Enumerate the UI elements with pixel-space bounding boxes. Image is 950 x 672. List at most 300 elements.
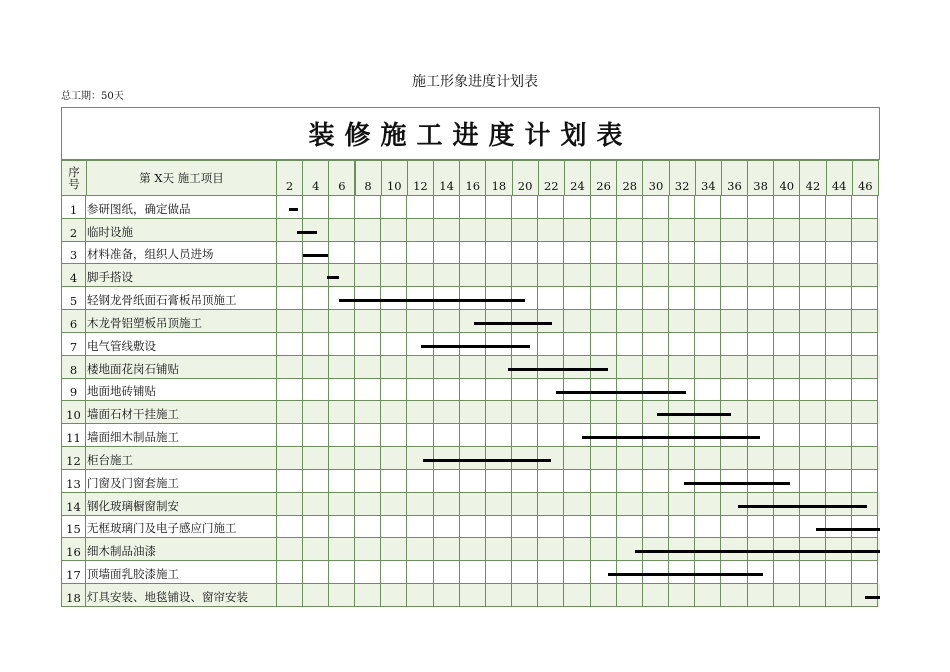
grid-cell: [747, 516, 774, 539]
grid-cell: [721, 584, 748, 607]
grid-cell: [459, 538, 486, 561]
grid-cell: [826, 379, 853, 402]
grid-cell: [695, 219, 722, 242]
row-task-name: 无框玻璃门及电子感应门施工: [86, 516, 277, 539]
grid-cell: [721, 264, 748, 287]
row-seq: 18: [61, 584, 86, 607]
grid-cell: [826, 333, 853, 356]
grid-cell: [433, 470, 460, 493]
grid-cell: [799, 264, 826, 287]
grid-cell: [852, 196, 879, 219]
grid-cell: [328, 470, 355, 493]
grid-cell: [799, 196, 826, 219]
row-seq: 5: [61, 287, 86, 310]
grid-cell: [355, 219, 382, 242]
grid-cell: [799, 287, 826, 310]
grid-cell: [669, 333, 696, 356]
grid-cell: [773, 561, 800, 584]
grid-cell: [485, 584, 512, 607]
grid-cell: [302, 401, 329, 424]
grid-cell: [773, 196, 800, 219]
row-task-name: 细木制品油漆: [86, 538, 277, 561]
table-row: [61, 379, 880, 402]
grid-cell: [459, 242, 486, 265]
grid-cell: [328, 356, 355, 379]
grid-cell: [564, 287, 591, 310]
grid-cell: [433, 516, 460, 539]
grid-cell: [695, 447, 722, 470]
grid-cell: [564, 584, 591, 607]
grid-cell: [407, 401, 434, 424]
grid-cell: [302, 516, 329, 539]
gantt-bar: [635, 550, 880, 553]
grid-cell: [616, 447, 643, 470]
grid-cell: [276, 447, 303, 470]
grid-cell: [276, 401, 303, 424]
grid-cell: [381, 310, 408, 333]
grid-cell: [826, 196, 853, 219]
row-task-name: 墙面细木制品施工: [86, 424, 277, 447]
grid-cell: [381, 219, 408, 242]
grid-cell: [407, 356, 434, 379]
row-seq: 4: [61, 264, 86, 287]
grid-cell: [564, 493, 591, 516]
grid-cell: [381, 538, 408, 561]
grid-cell: [747, 310, 774, 333]
grid-cell: [590, 196, 617, 219]
grid-cell: [485, 242, 512, 265]
grid-cell: [355, 470, 382, 493]
grid-cell: [328, 196, 355, 219]
table-row: [61, 219, 880, 242]
grid-cell: [302, 470, 329, 493]
row-task-name: 木龙骨铝塑板吊顶施工: [86, 310, 277, 333]
grid-cell: [721, 379, 748, 402]
grid-cell: [538, 219, 565, 242]
grid-cell: [616, 470, 643, 493]
grid-cell: [276, 287, 303, 310]
day-header-18: 18: [485, 160, 512, 196]
grid-cell: [695, 333, 722, 356]
day-header-12: 12: [407, 160, 434, 196]
row-seq: 13: [61, 470, 86, 493]
table-banner-title: 装修施工进度计划表: [61, 107, 880, 160]
row-task-name: 材料准备，组织人员进场: [86, 242, 277, 265]
grid-cell: [381, 242, 408, 265]
day-header-20: 20: [512, 160, 539, 196]
table-row: [61, 584, 880, 607]
grid-cell: [485, 219, 512, 242]
row-task-name: 脚手搭设: [86, 264, 277, 287]
grid-cell: [616, 356, 643, 379]
grid-cell: [616, 584, 643, 607]
grid-cell: [852, 379, 879, 402]
grid-cell: [773, 310, 800, 333]
grid-cell: [590, 287, 617, 310]
grid-cell: [381, 424, 408, 447]
grid-cell: [799, 379, 826, 402]
row-seq: 1: [61, 196, 86, 219]
grid-cell: [642, 470, 669, 493]
grid-cell: [433, 584, 460, 607]
grid-cell: [747, 584, 774, 607]
grid-cell: [433, 219, 460, 242]
row-seq: 3: [61, 242, 86, 265]
grid-cell: [485, 516, 512, 539]
grid-cell: [512, 219, 539, 242]
gantt-bar: [582, 436, 760, 439]
grid-cell: [773, 424, 800, 447]
grid-cell: [459, 561, 486, 584]
grid-cell: [799, 242, 826, 265]
grid-cell: [799, 356, 826, 379]
grid-cell: [381, 379, 408, 402]
schedule-table: [61, 107, 880, 607]
gantt-bar: [556, 391, 686, 394]
grid-cell: [826, 310, 853, 333]
grid-cell: [276, 379, 303, 402]
grid-cell: [721, 516, 748, 539]
grid-cell: [407, 493, 434, 516]
grid-cell: [512, 584, 539, 607]
grid-cell: [695, 287, 722, 310]
grid-cell: [590, 264, 617, 287]
grid-cell: [799, 401, 826, 424]
grid-cell: [590, 538, 617, 561]
grid-cell: [721, 196, 748, 219]
grid-cell: [485, 493, 512, 516]
grid-cell: [381, 561, 408, 584]
table-row: [61, 538, 880, 561]
grid-cell: [355, 310, 382, 333]
grid-cell: [564, 242, 591, 265]
grid-cell: [721, 356, 748, 379]
grid-cell: [485, 470, 512, 493]
gantt-bar: [657, 413, 732, 416]
grid-cell: [590, 584, 617, 607]
grid-cell: [695, 264, 722, 287]
day-header-30: 30: [642, 160, 669, 196]
table-row: [61, 470, 880, 493]
day-header-10: 10: [381, 160, 408, 196]
row-task-name: 地面地砖铺贴: [86, 379, 277, 402]
grid-cell: [642, 333, 669, 356]
row-task-name: 临时设施: [86, 219, 277, 242]
grid-cell: [616, 264, 643, 287]
grid-cell: [302, 538, 329, 561]
grid-cell: [407, 196, 434, 219]
grid-cell: [564, 264, 591, 287]
grid-cell: [616, 310, 643, 333]
grid-cell: [826, 264, 853, 287]
total-duration: 总工期：50天: [61, 91, 124, 102]
grid-cell: [773, 584, 800, 607]
document-title: 施工形象进度计划表: [412, 74, 538, 90]
grid-cell: [669, 196, 696, 219]
grid-cell: [852, 287, 879, 310]
grid-cell: [852, 219, 879, 242]
row-seq: 2: [61, 219, 86, 242]
grid-cell: [355, 561, 382, 584]
grid-cell: [695, 584, 722, 607]
header-seq: [61, 160, 87, 196]
grid-cell: [276, 561, 303, 584]
grid-cell: [538, 264, 565, 287]
row-task-name: 电气管线敷设: [86, 333, 277, 356]
grid-cell: [747, 287, 774, 310]
grid-cell: [642, 219, 669, 242]
table-row: [61, 242, 880, 265]
table-row: [61, 447, 880, 470]
grid-cell: [773, 219, 800, 242]
grid-cell: [459, 356, 486, 379]
grid-cell: [485, 424, 512, 447]
grid-cell: [669, 493, 696, 516]
day-header-2: 2: [276, 160, 303, 196]
grid-cell: [433, 264, 460, 287]
row-task-name: 灯具安装、地毯铺设、窗帘安装: [86, 584, 277, 607]
grid-cell: [355, 196, 382, 219]
grid-cell: [355, 333, 382, 356]
grid-cell: [773, 264, 800, 287]
grid-cell: [459, 424, 486, 447]
grid-cell: [433, 424, 460, 447]
grid-cell: [355, 493, 382, 516]
row-seq: 10: [61, 401, 86, 424]
grid-cell: [590, 470, 617, 493]
grid-cell: [642, 287, 669, 310]
grid-cell: [433, 493, 460, 516]
grid-cell: [852, 447, 879, 470]
grid-cell: [721, 242, 748, 265]
grid-cell: [459, 584, 486, 607]
grid-cell: [799, 310, 826, 333]
grid-cell: [302, 356, 329, 379]
grid-cell: [276, 356, 303, 379]
grid-cell: [695, 310, 722, 333]
grid-cell: [616, 219, 643, 242]
day-header-32: 32: [669, 160, 696, 196]
grid-cell: [381, 264, 408, 287]
grid-cell: [459, 264, 486, 287]
header-seq-label: 序号: [68, 165, 80, 191]
grid-cell: [512, 561, 539, 584]
grid-cell: [459, 516, 486, 539]
grid-cell: [616, 196, 643, 219]
gantt-bar: [289, 208, 298, 211]
grid-cell: [590, 219, 617, 242]
row-seq: 16: [61, 538, 86, 561]
table-row: [61, 561, 880, 584]
grid-cell: [302, 310, 329, 333]
grid-cell: [669, 287, 696, 310]
grid-cell: [512, 538, 539, 561]
grid-cell: [538, 493, 565, 516]
grid-cell: [747, 379, 774, 402]
grid-cell: [616, 493, 643, 516]
table-row: [61, 356, 880, 379]
grid-cell: [485, 538, 512, 561]
grid-cell: [302, 196, 329, 219]
grid-cell: [355, 401, 382, 424]
row-seq: 11: [61, 424, 86, 447]
grid-cell: [538, 401, 565, 424]
table-row: [61, 196, 880, 219]
row-task-name: 墙面石材干挂施工: [86, 401, 277, 424]
grid-cell: [695, 379, 722, 402]
grid-cell: [512, 264, 539, 287]
grid-cell: [799, 333, 826, 356]
grid-cell: [459, 493, 486, 516]
grid-cell: [512, 470, 539, 493]
grid-cell: [407, 538, 434, 561]
grid-cell: [669, 584, 696, 607]
grid-cell: [747, 219, 774, 242]
grid-cell: [433, 310, 460, 333]
grid-cell: [355, 379, 382, 402]
grid-cell: [459, 379, 486, 402]
grid-cell: [642, 516, 669, 539]
grid-cell: [302, 333, 329, 356]
grid-cell: [721, 310, 748, 333]
grid-cell: [355, 516, 382, 539]
grid-cell: [669, 356, 696, 379]
grid-cell: [302, 264, 329, 287]
grid-cell: [276, 493, 303, 516]
grid-cell: [328, 401, 355, 424]
grid-cell: [826, 401, 853, 424]
grid-cell: [773, 356, 800, 379]
gantt-bar: [608, 573, 762, 576]
grid-cell: [433, 196, 460, 219]
grid-cell: [773, 242, 800, 265]
table-row: [61, 264, 880, 287]
grid-cell: [564, 470, 591, 493]
grid-cell: [669, 242, 696, 265]
grid-cell: [381, 584, 408, 607]
grid-cell: [773, 379, 800, 402]
day-header-16: 16: [459, 160, 486, 196]
grid-cell: [328, 424, 355, 447]
grid-cell: [799, 584, 826, 607]
grid-cell: [407, 242, 434, 265]
grid-cell: [381, 516, 408, 539]
grid-cell: [381, 401, 408, 424]
grid-cell: [433, 242, 460, 265]
grid-cell: [564, 538, 591, 561]
grid-cell: [642, 196, 669, 219]
row-seq: 15: [61, 516, 86, 539]
header-task: [86, 160, 277, 196]
day-header-14: 14: [433, 160, 460, 196]
row-task-name: 楼地面花岗石铺贴: [86, 356, 277, 379]
grid-cell: [276, 584, 303, 607]
grid-cell: [747, 242, 774, 265]
grid-cell: [642, 584, 669, 607]
day-header-24: 24: [564, 160, 591, 196]
grid-cell: [616, 242, 643, 265]
grid-cell: [564, 561, 591, 584]
table-row: [61, 516, 880, 539]
grid-cell: [747, 333, 774, 356]
grid-cell: [747, 447, 774, 470]
grid-cell: [302, 561, 329, 584]
grid-cell: [642, 310, 669, 333]
grid-cell: [852, 561, 879, 584]
table-row: [61, 401, 880, 424]
row-seq: 12: [61, 447, 86, 470]
row-seq: 14: [61, 493, 86, 516]
grid-cell: [669, 516, 696, 539]
grid-cell: [616, 333, 643, 356]
grid-cell: [852, 470, 879, 493]
grid-cell: [328, 538, 355, 561]
grid-cell: [773, 401, 800, 424]
day-header-34: 34: [695, 160, 722, 196]
grid-cell: [485, 561, 512, 584]
grid-cell: [826, 470, 853, 493]
grid-cell: [826, 219, 853, 242]
grid-cell: [355, 264, 382, 287]
day-header-44: 44: [826, 160, 853, 196]
gantt-bar: [421, 345, 530, 348]
grid-cell: [302, 379, 329, 402]
day-header-46: 46: [852, 160, 879, 196]
grid-cell: [826, 424, 853, 447]
grid-cell: [695, 242, 722, 265]
grid-cell: [433, 538, 460, 561]
grid-cell: [826, 561, 853, 584]
table-row: [61, 424, 880, 447]
grid-cell: [695, 493, 722, 516]
day-header-36: 36: [721, 160, 748, 196]
grid-cell: [721, 219, 748, 242]
grid-cell: [355, 356, 382, 379]
grid-cell: [616, 287, 643, 310]
grid-cell: [669, 219, 696, 242]
grid-cell: [799, 561, 826, 584]
grid-cell: [276, 538, 303, 561]
grid-cell: [747, 196, 774, 219]
day-header-26: 26: [590, 160, 617, 196]
gantt-bar: [474, 322, 553, 325]
gantt-bar: [684, 482, 790, 485]
gantt-bar: [423, 459, 551, 462]
grid-cell: [826, 447, 853, 470]
gantt-bar: [865, 596, 880, 599]
grid-cell: [407, 516, 434, 539]
grid-cell: [590, 242, 617, 265]
grid-cell: [355, 424, 382, 447]
table-row: [61, 333, 880, 356]
grid-cell: [512, 493, 539, 516]
grid-cell: [512, 242, 539, 265]
row-task-name: 门窗及门窗套施工: [86, 470, 277, 493]
grid-cell: [276, 470, 303, 493]
grid-cell: [459, 401, 486, 424]
grid-cell: [459, 196, 486, 219]
grid-cell: [538, 470, 565, 493]
gantt-bar: [297, 231, 317, 234]
day-header-6: 6: [328, 160, 355, 196]
row-task-name: 参研图纸，确定做品: [86, 196, 277, 219]
grid-cell: [590, 493, 617, 516]
grid-cell: [512, 516, 539, 539]
grid-cell: [669, 447, 696, 470]
grid-cell: [459, 470, 486, 493]
day-header-28: 28: [616, 160, 643, 196]
gantt-bar: [339, 299, 525, 302]
